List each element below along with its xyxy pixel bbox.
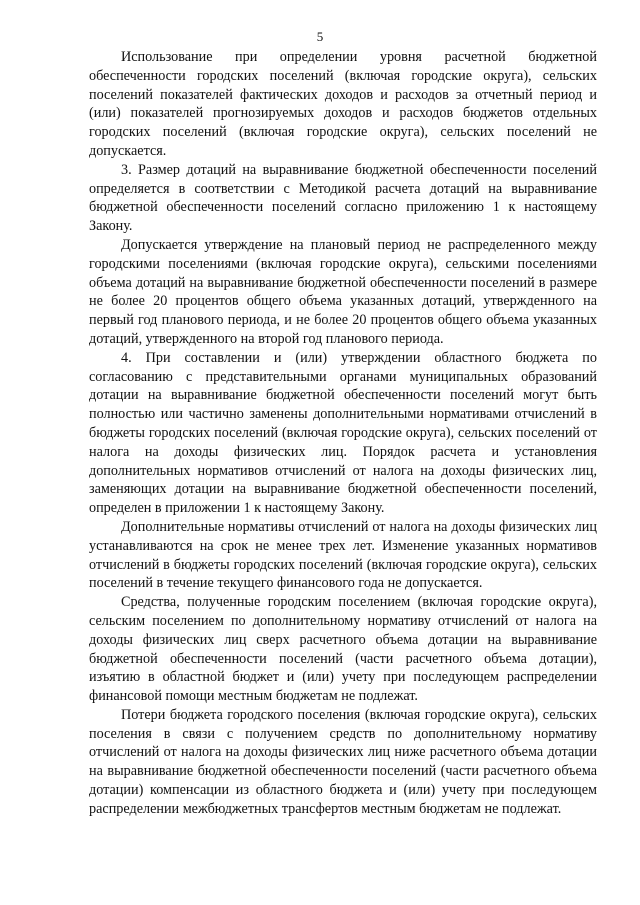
- paragraph-4-additional-norms: 4. При составлении и (или) утверждении областного бюджета по согласованию с представительными органами муниципальных образований дотации на выравнивание бюджетной обеспеченности поселений могут быть полностью или частично заменены дополнительными нормативами отчислений в бюджеты городских поселений (включая городские округа), сельских поселений от налога на доходы физических лиц. Порядок расчета и установления дополнительных нормативов отчислений от налога на доходы физических лиц, заменяющих дотации на выравнивание бюджетной обеспеченности поселений, определен в приложении 1 к настоящему Закону.: [89, 349, 597, 517]
- paragraph-budget-losses: Потери бюджета городского поселения (включая городские округа), сельских поселения в связи с получением средств по дополнительному нормативу отчислений от налога на доходы физических лиц ниже расчетного объема дотации на выравнивание бюджетной обеспеченности поселений (части расчетного объема дотации) компенсации из областного бюджета и (или) учету при последующем распределении межбюджетных трансфертов местным бюджетам не подлежат.: [89, 706, 597, 817]
- paragraph-funds-received: Средства, полученные городским поселением (включая городские округа), сельским поселением по дополнительному нормативу отчислений от налога на доходы физических лиц сверх расчетного объема дотации на выравнивание бюджетной обеспеченности поселений (части расчетного объема дотации), изъятию в областной бюджет и (или) учету при последующем распределении финансовой помощи местным бюджетам не подлежат.: [89, 594, 597, 705]
- paragraph-3-subsidy-size: 3. Размер дотаций на выравнивание бюджетной обеспеченности поселений определяется в соответствии с Методикой расчета дотаций на выравнивание бюджетной обеспеченности поселений согласно приложению 1 к настоящему Закону.: [89, 161, 597, 235]
- paragraph-usage-prohibition: Использование при определении уровня расчетной бюджетной обеспеченности городских поселений (включая городские округа), сельских поселений показателей фактических доходов и расходов за отчетный период и (или) показателей прогнозируемых доходов и расходов бюджетов отдельных городских поселений (включая городские округа), сельских поселений не допускается.: [89, 49, 597, 159]
- document-body: [89, 48, 597, 819]
- paragraph-norms-term: Дополнительные нормативы отчислений от налога на доходы физических лиц устанавливаются на срок не менее трех лет. Изменение указанных нормативов отчислений в бюджеты городских поселений (включая городские округа), сельских поселений в течение текущего финансового года не допускается.: [89, 518, 597, 592]
- page-number: 5: [316, 29, 324, 44]
- paragraph-planning-period: Допускается утверждение на плановый период не распределенного между городскими поселениями (включая городские округа), сельскими поселениями объема дотаций на выравнивание бюджетной обеспеченности поселений в размере не более 20 процентов общего объема указанных дотаций, утвержденного на первый год планового периода, и не более 20 процентов общего объема указанных дотаций, утвержденного на второй год планового периода.: [89, 236, 597, 347]
